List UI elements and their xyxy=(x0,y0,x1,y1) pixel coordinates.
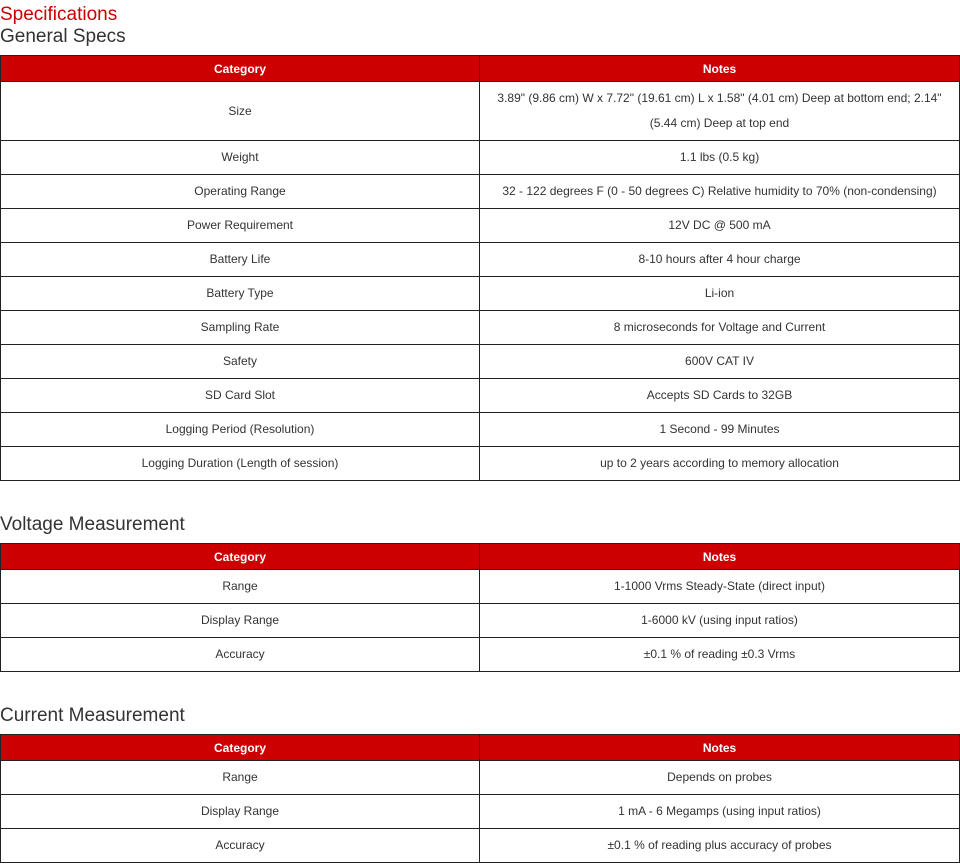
voltage-measurement-title: Voltage Measurement xyxy=(0,514,185,535)
general-specs-title: General Specs xyxy=(0,26,126,47)
table-row xyxy=(1,82,960,141)
page-title: Specifications xyxy=(0,4,118,25)
category-cell: Battery Type xyxy=(1,277,480,311)
category-header: Category xyxy=(1,735,480,761)
table-row xyxy=(1,829,960,863)
table-row xyxy=(1,795,960,829)
category-cell: Range xyxy=(1,761,480,795)
category-cell: Display Range xyxy=(1,795,480,829)
table-header-row xyxy=(1,735,960,761)
notes-cell: 1 Second - 99 Minutes xyxy=(480,413,960,447)
notes-cell: 1-1000 Vrms Steady-State (direct input) xyxy=(480,570,960,604)
category-cell: Safety xyxy=(1,345,480,379)
table-row xyxy=(1,379,960,413)
table-row xyxy=(1,277,960,311)
table-row xyxy=(1,604,960,638)
notes-header: Notes xyxy=(480,544,960,570)
table-row xyxy=(1,638,960,672)
table-row xyxy=(1,141,960,175)
table-row xyxy=(1,345,960,379)
category-cell: Range xyxy=(1,570,480,604)
table-row xyxy=(1,243,960,277)
category-cell: Battery Life xyxy=(1,243,480,277)
notes-cell: 12V DC @ 500 mA xyxy=(480,209,960,243)
category-header: Category xyxy=(1,544,480,570)
category-cell: Accuracy xyxy=(1,638,480,672)
current-measurement-title: Current Measurement xyxy=(0,705,185,726)
category-cell: Operating Range xyxy=(1,175,480,209)
category-cell: SD Card Slot xyxy=(1,379,480,413)
category-cell: Accuracy xyxy=(1,829,480,863)
table-header-row xyxy=(1,56,960,82)
table-row xyxy=(1,311,960,345)
category-cell: Display Range xyxy=(1,604,480,638)
current-measurement-table xyxy=(0,734,960,863)
notes-cell: 32 - 122 degrees F (0 - 50 degrees C) Relative humidity to 70% (non-condensing) xyxy=(480,175,960,209)
notes-cell: 8-10 hours after 4 hour charge xyxy=(480,243,960,277)
notes-cell: Depends on probes xyxy=(480,761,960,795)
notes-cell: up to 2 years according to memory allocation xyxy=(480,447,960,481)
category-cell: Logging Period (Resolution) xyxy=(1,413,480,447)
notes-cell: 600V CAT IV xyxy=(480,345,960,379)
notes-cell: ±0.1 % of reading plus accuracy of probes xyxy=(480,829,960,863)
category-cell: Sampling Rate xyxy=(1,311,480,345)
notes-cell: Accepts SD Cards to 32GB xyxy=(480,379,960,413)
notes-cell: 1-6000 kV (using input ratios) xyxy=(480,604,960,638)
table-row xyxy=(1,209,960,243)
category-cell: Logging Duration (Length of session) xyxy=(1,447,480,481)
notes-cell: 1.1 lbs (0.5 kg) xyxy=(480,141,960,175)
table-row xyxy=(1,570,960,604)
category-cell: Size xyxy=(1,82,480,141)
category-header: Category xyxy=(1,56,480,82)
table-row xyxy=(1,447,960,481)
table-row xyxy=(1,413,960,447)
table-header-row xyxy=(1,544,960,570)
notes-cell: ±0.1 % of reading ±0.3 Vrms xyxy=(480,638,960,672)
table-row xyxy=(1,175,960,209)
table-row xyxy=(1,761,960,795)
notes-cell: Li-ion xyxy=(480,277,960,311)
voltage-measurement-table xyxy=(0,543,960,672)
notes-header: Notes xyxy=(480,735,960,761)
notes-header: Notes xyxy=(480,56,960,82)
general-specs-table xyxy=(0,55,960,481)
notes-cell: 8 microseconds for Voltage and Current xyxy=(480,311,960,345)
category-cell: Weight xyxy=(1,141,480,175)
notes-cell: 3.89" (9.86 cm) W x 7.72" (19.61 cm) L x 1.58" (4.01 cm) Deep at bottom end; 2.14" (5.44 cm) Deep at top end xyxy=(480,82,960,141)
category-cell: Power Requirement xyxy=(1,209,480,243)
notes-cell: 1 mA - 6 Megamps (using input ratios) xyxy=(480,795,960,829)
